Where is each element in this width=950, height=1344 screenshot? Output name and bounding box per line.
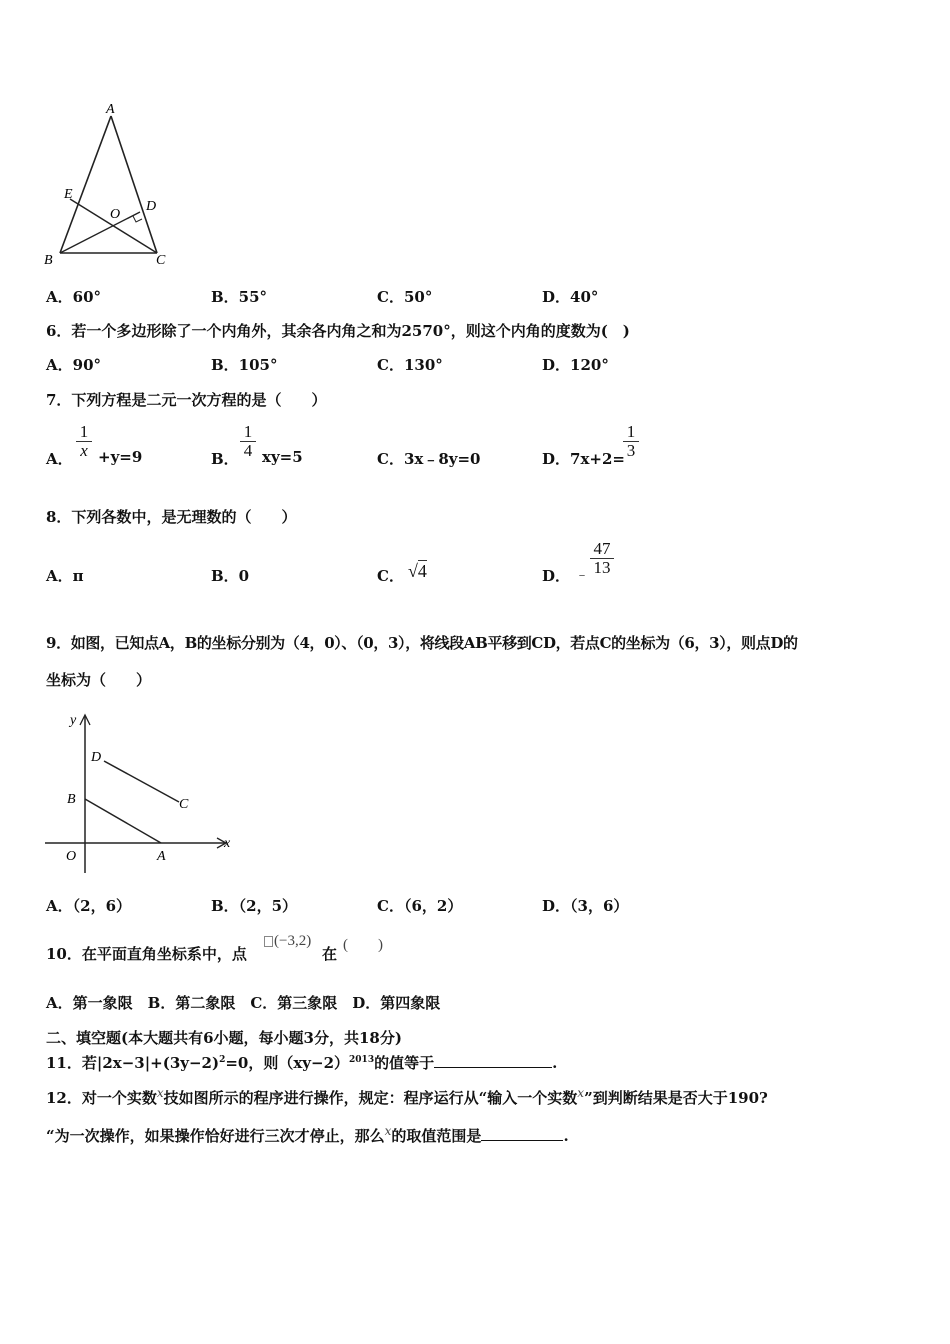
q5-option-c: C．50° [377,288,433,306]
q10-options: A．第一象限 B．第二象限 C．第三象限 D．第四象限 [46,994,441,1012]
q10-point: (−3,2) [274,933,312,949]
q7-b-denominator: 4 [243,441,253,460]
q11-end: . [552,1054,558,1072]
fig5-label-E: E [64,187,73,202]
q10-stem-mid: 在 [322,945,338,963]
q5-option-d: D．40° [542,288,599,306]
q6-option-b: B．105° [211,356,278,374]
q6-option-a: A．90° [46,356,102,374]
q8-option-a: A．π [46,567,84,585]
fig5-label-A: A [106,102,115,117]
q9-stem-line2: 坐标为（ ） [46,671,152,689]
q7-d-numerator: 1 [626,422,636,441]
q11-mid: =0，则（xy−2） [225,1054,350,1072]
q7-option-a-prefix: A． [46,450,73,468]
fig9-label-C: C [179,797,189,812]
fig9-label-D: D [91,750,102,765]
q12-line1-b: 技如图所示的程序进行操作，规定：程序运行从“输入一个实数 [163,1089,578,1107]
q8-option-d-sign: ﹣ [575,567,589,583]
q7-option-c: C．3x﹣8y=0 [377,450,481,468]
q12-answer-blank[interactable] [481,1126,563,1141]
q7-option-d-prefix: D．7x+2= [542,450,625,468]
fig5-label-D: D [146,199,157,214]
q7-a-numerator: 1 [79,422,89,441]
q7-stem: 7．下列方程是二元一次方程的是（ ） [46,391,327,409]
q7-option-b-rest: xy=5 [262,448,303,466]
q6-option-d: D．120° [542,356,609,374]
q7-option-a-rest: +y=9 [98,448,143,466]
q12-var-2: x [577,1086,585,1100]
fig9-label-O: O [66,849,77,864]
q12-end: . [563,1127,569,1145]
q9-option-b: B．（2，5） [211,897,298,915]
fig9-label-x: x [224,836,231,851]
q8-option-d-prefix: D． [542,567,571,585]
q5-option-a: A．60° [46,288,102,306]
q9-option-a: A．（2，6） [46,897,132,915]
q11-prefix: 11．若|2x−3|+(3y−2) [46,1054,220,1072]
q8-d-numerator: 47 [593,539,611,558]
q7-option-b-prefix: B． [211,450,239,468]
q7-a-denominator: x [80,441,88,460]
q11-line [46,1052,557,1073]
q8-option-c-sqrt [408,561,427,582]
fig9-label-B: B [67,792,76,807]
q10-paren: ( ) [343,937,383,953]
section2-heading: 二、填空题(本大题共有6小题，每小题3分，共18分) [46,1029,402,1047]
coordinate-figure [40,708,240,878]
q5-option-b: B．55° [211,288,268,306]
fig5-label-B: B [44,253,53,268]
q11-sup1: 2 [219,1055,226,1065]
q6-stem: 6．若一个多边形除了一个内角外，其余各内角之和为2570°，则这个内角的度数为( ) [46,322,630,340]
q12-var-1: x [156,1086,164,1100]
q12-var-3: x [384,1124,392,1138]
sqrt-radicand: 4 [417,561,427,581]
q12-line1-a: 12．对一个实数 [46,1089,157,1107]
q8-option-b: B．0 [211,567,250,585]
q8-option-d-fraction [590,540,614,577]
q9-option-d: D．（3，6） [542,897,629,915]
q12-line1 [46,1086,768,1108]
q12-line2 [46,1124,569,1146]
fig5-label-O: O [110,207,121,222]
q6-option-c: C．130° [377,356,443,374]
q11-suffix: 的值等于 [374,1054,435,1072]
q12-line1-c: ”到判断结果是否大于190? [584,1089,768,1107]
q8-stem: 8．下列各数中，是无理数的（ ） [46,508,297,526]
q7-b-numerator: 1 [243,422,253,441]
q11-answer-blank[interactable] [434,1053,552,1068]
triangle-figure [40,98,180,270]
fig9-label-y: y [70,713,77,728]
q7-d-denominator: 3 [626,441,636,460]
fig5-label-C: C [156,253,166,268]
q8-option-c-prefix: C． [377,567,404,585]
q9-option-c: C．（6，2） [377,897,463,915]
q10-point-box [264,936,273,947]
q10-stem-prefix: 10．在平面直角坐标系中，点 [46,945,247,963]
q7-option-a-fraction [76,423,92,460]
q11-sup2: 2013 [349,1055,375,1065]
sqrt-sign: √ [408,561,418,581]
q8-d-denominator: 13 [593,558,611,577]
q9-stem-line1: 9．如图，已知点A，B的坐标分别为（4，0）、（0，3），将线段AB平移到CD，若点C的坐标为（6，3），则点D的 [46,634,798,652]
q12-line2-b: 的取值范围是 [391,1127,482,1145]
fig9-label-A: A [157,849,166,864]
q12-line2-a: “为一次操作，如果操作恰好进行三次才停止，那么 [46,1127,385,1145]
q7-option-d-fraction [623,423,639,460]
q7-option-b-fraction [240,423,256,460]
